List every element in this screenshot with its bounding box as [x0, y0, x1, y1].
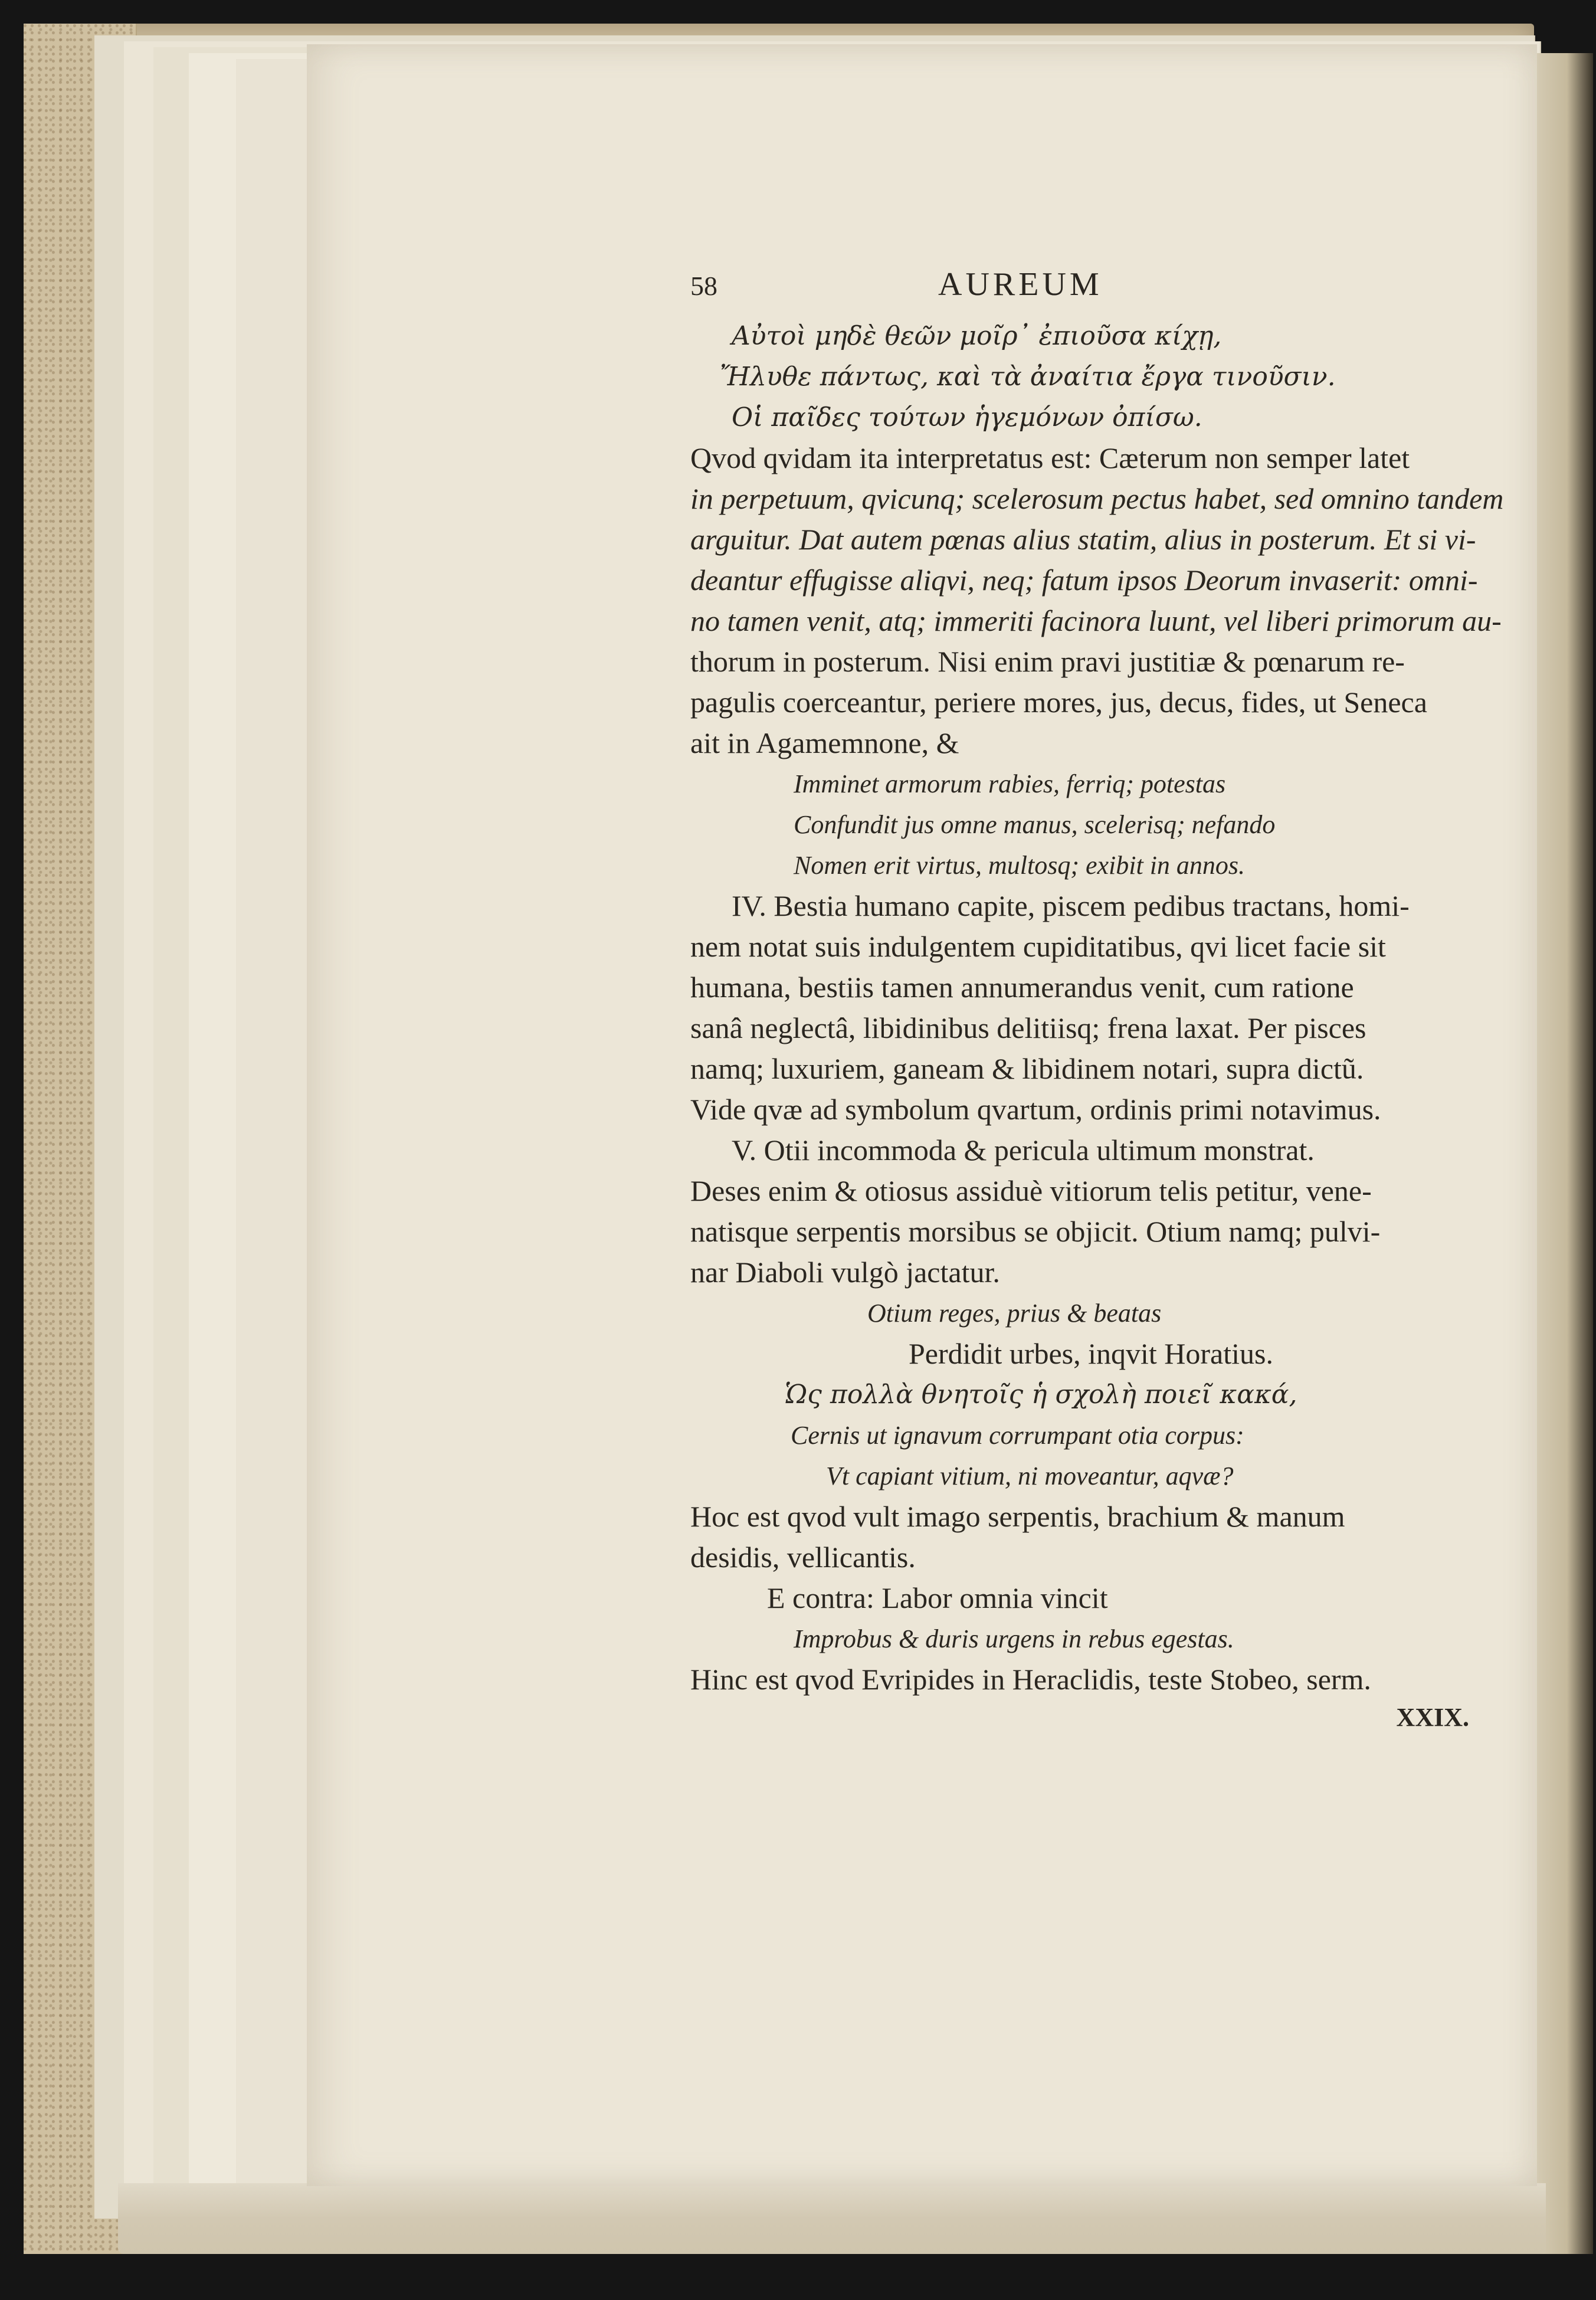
text-block: [690, 260, 1504, 1732]
text-line: Confundit jus omne manus, scelerisq; nefando: [794, 810, 1276, 839]
text-line: IV. Bestia humano capite, piscem pedibus tractans, homi-: [732, 889, 1410, 922]
text-line: E contra: Labor omnia vincit: [767, 1581, 1108, 1614]
text-line: no tamen venit, atq; immeriti facinora luunt, vel liberi primorum au-: [690, 604, 1502, 637]
text-line: Nomen erit virtus, multosq; exibit in annos.: [794, 851, 1246, 880]
text-line: Qvod qvidam ita interpretatus est: Cæterum non semper latet: [690, 441, 1410, 474]
text-line: arguitur. Dat autem pœnas alius statim, alius in posterum. Et si vi-: [690, 523, 1476, 556]
body-text: [690, 316, 1504, 1700]
text-line: Cernis ut ignavum corrumpant otia corpus:: [791, 1421, 1244, 1450]
text-line: namq; luxuriem, ganeam & libidinem notari, supra dictũ.: [690, 1052, 1364, 1085]
bottom-page-edge: [118, 2183, 1546, 2254]
text-line: in perpetuum, qvicunq; scelerosum pectus habet, sed omnino tandem: [690, 482, 1504, 515]
text-line: Otium reges, prius & beatas: [867, 1299, 1162, 1328]
text-line: pagulis coerceantur, periere mores, jus, decus, fides, ut Seneca: [690, 686, 1427, 719]
text-line: Imminet armorum rabies, ferriq; potestas: [794, 769, 1226, 798]
text-line: Αὐτοὶ μηδὲ θεῶν μοῖρ᾽ ἐπιοῦσα κίχῃ,: [732, 321, 1222, 351]
text-line: Deses enim & otiosus assiduè vitiorum telis petitur, vene-: [690, 1174, 1372, 1207]
text-line: Perdidit urbes, inqvit Horatius.: [909, 1337, 1273, 1370]
text-line: Hoc est qvod vult imago serpentis, brachium & manum: [690, 1500, 1345, 1533]
text-line: Hinc est qvod Evripides in Heraclidis, teste Stobeo, serm.: [690, 1663, 1371, 1696]
right-page-edge: [1528, 53, 1593, 2254]
catchword: XXIX.: [1396, 1703, 1469, 1732]
text-line: Improbus & duris urgens in rebus egestas.: [794, 1624, 1234, 1653]
text-line: desidis, vellicantis.: [690, 1541, 916, 1574]
text-line: Ὡς πολλὰ θνητοῖς ἡ σχολὴ ποιεῖ κακά,: [785, 1380, 1297, 1410]
text-line: Οἱ παῖδες τούτων ἡγεμόνων ὀπίσω.: [732, 402, 1202, 433]
text-line: nem notat suis indulgentem cupiditatibus, qvi licet facie sit: [690, 930, 1386, 963]
text-line: ait in Agamemnone, &: [690, 726, 959, 759]
text-line: Ἤλυθε πάντως, καὶ τὰ ἀναίτια ἔργα τινοῦσιν.: [720, 362, 1336, 392]
text-line: humana, bestiis tamen annumerandus venit, cum ratione: [690, 971, 1354, 1004]
page-number: 58: [690, 271, 717, 301]
text-line: nar Diaboli vulgò jactatur.: [690, 1256, 1000, 1289]
text-line: deantur effugisse aliqvi, neq; fatum ipsos Deorum invaserit: omni-: [690, 563, 1478, 597]
page-header: [690, 260, 1481, 316]
text-line: sanâ neglectâ, libidinibus delitiisq; frena laxat. Per pisces: [690, 1011, 1366, 1044]
running-title: AUREUM: [938, 266, 1103, 303]
text-line: natisque serpentis morsibus se objicit. Otium namq; pulvi-: [690, 1215, 1381, 1248]
text-line: Vide qvæ ad symbolum qvartum, ordinis primi notavimus.: [690, 1093, 1381, 1126]
text-line: Vt capiant vitium, ni moveantur, aqvæ?: [826, 1462, 1234, 1490]
text-line: V. Otii incommoda & pericula ultimum monstrat.: [732, 1133, 1315, 1167]
text-line: thorum in posterum. Nisi enim pravi justitiæ & pœnarum re-: [690, 645, 1405, 678]
